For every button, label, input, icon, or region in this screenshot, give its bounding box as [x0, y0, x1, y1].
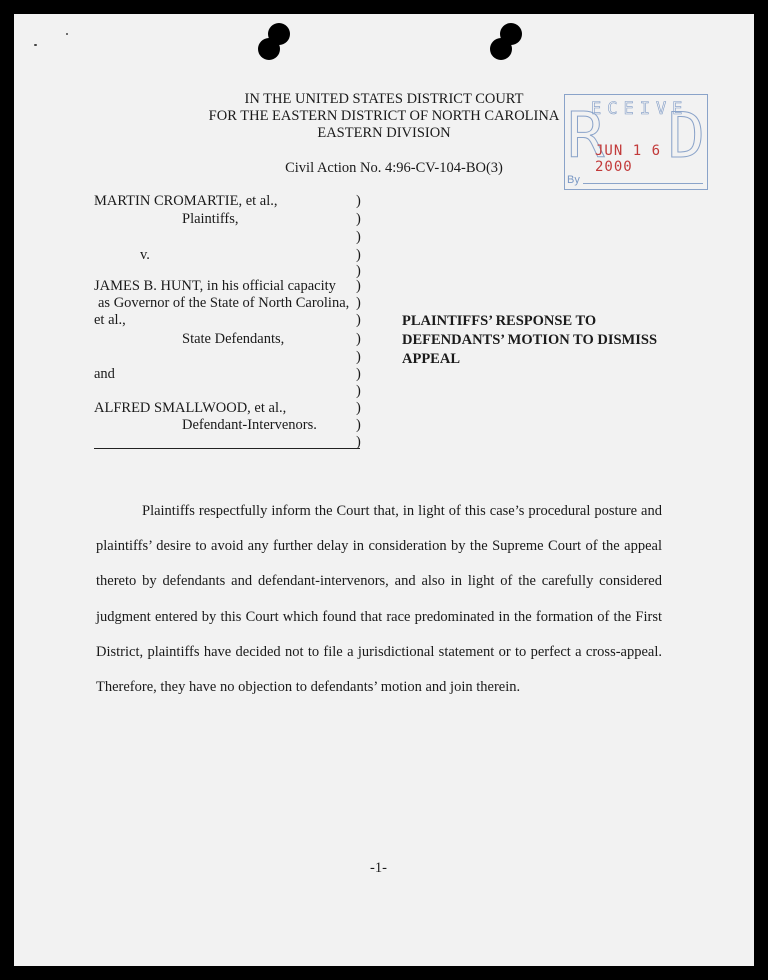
- caption-paren: ): [356, 193, 361, 209]
- caption-paren: ): [356, 312, 361, 328]
- caption-underline: [94, 448, 360, 449]
- defendant-line3: et al.,: [94, 312, 126, 328]
- caption-paren: ): [356, 295, 361, 311]
- page-number: -1-: [370, 860, 387, 876]
- caption-paren: ): [356, 383, 361, 399]
- stamp-letter-r: R: [567, 99, 605, 172]
- punch-hole-right: [484, 20, 528, 64]
- body-paragraph: Plaintiffs respectfully inform the Court that, in light of this case’s procedural posture and plaintiffs’ desire to avoid any further delay in consideration by the Supreme Court of the appeal thereto by defendants and defendant-intervenors, and also in light of the carefully considered judgment entered by this Court which found that race predominated in the formation of the First District, plaintiffs have decided not to file a jurisdictional statement or to perfect a cross-appeal. Therefore, they have no objection to defendants’ motion and join therein.: [96, 503, 662, 696]
- caption-paren: ): [356, 366, 361, 382]
- civil-action-number: Civil Action No. 4:96-CV-104-BO(3): [285, 160, 503, 176]
- court-division: EASTERN DIVISION: [317, 125, 451, 141]
- defendant-line1: JAMES B. HUNT, in his official capacity: [94, 278, 336, 294]
- document-page: [14, 14, 754, 966]
- caption-paren: ): [356, 211, 361, 227]
- caption-paren: ): [356, 417, 361, 433]
- defendant-line2: as Governor of the State of North Carolina,: [98, 295, 350, 311]
- intervenor-role: Defendant-Intervenors.: [182, 417, 317, 433]
- stamp-word: ECEIVE: [591, 99, 689, 119]
- intervenor-name: ALFRED SMALLWOOD, et al.,: [94, 400, 287, 416]
- caption-paren: ): [356, 349, 361, 365]
- caption-paren: ): [356, 434, 361, 450]
- caption-and: and: [94, 366, 115, 382]
- defendant-role: State Defendants,: [182, 331, 285, 347]
- stamp-letter-d: D: [667, 99, 705, 172]
- received-stamp: [564, 94, 708, 190]
- speck-mark: [66, 33, 68, 35]
- plaintiff-role: Plaintiffs,: [182, 211, 239, 227]
- stamp-by-label: By: [567, 174, 580, 186]
- caption-paren: ): [356, 263, 361, 279]
- document-title: PLAINTIFFS’ RESPONSE TO DEFENDANTS’ MOTION TO DISMISS APPEAL: [402, 313, 658, 367]
- caption-paren: ): [356, 278, 361, 294]
- caption-paren: ): [356, 247, 361, 263]
- punch-hole-left: [252, 20, 296, 64]
- versus: v.: [140, 247, 150, 263]
- stamp-date: JUN 1 6 2000: [595, 143, 662, 175]
- court-name-line1: IN THE UNITED STATES DISTRICT COURT: [244, 91, 524, 107]
- caption-paren: ): [356, 229, 361, 245]
- caption-paren: ): [356, 331, 361, 347]
- stamp-by-line: [583, 183, 703, 184]
- caption-paren: ): [356, 400, 361, 416]
- court-name-line2: FOR THE EASTERN DISTRICT OF NORTH CAROLINA: [208, 108, 560, 124]
- speck-mark: [34, 44, 37, 46]
- plaintiff-name: MARTIN CROMARTIE, et al.,: [94, 193, 278, 209]
